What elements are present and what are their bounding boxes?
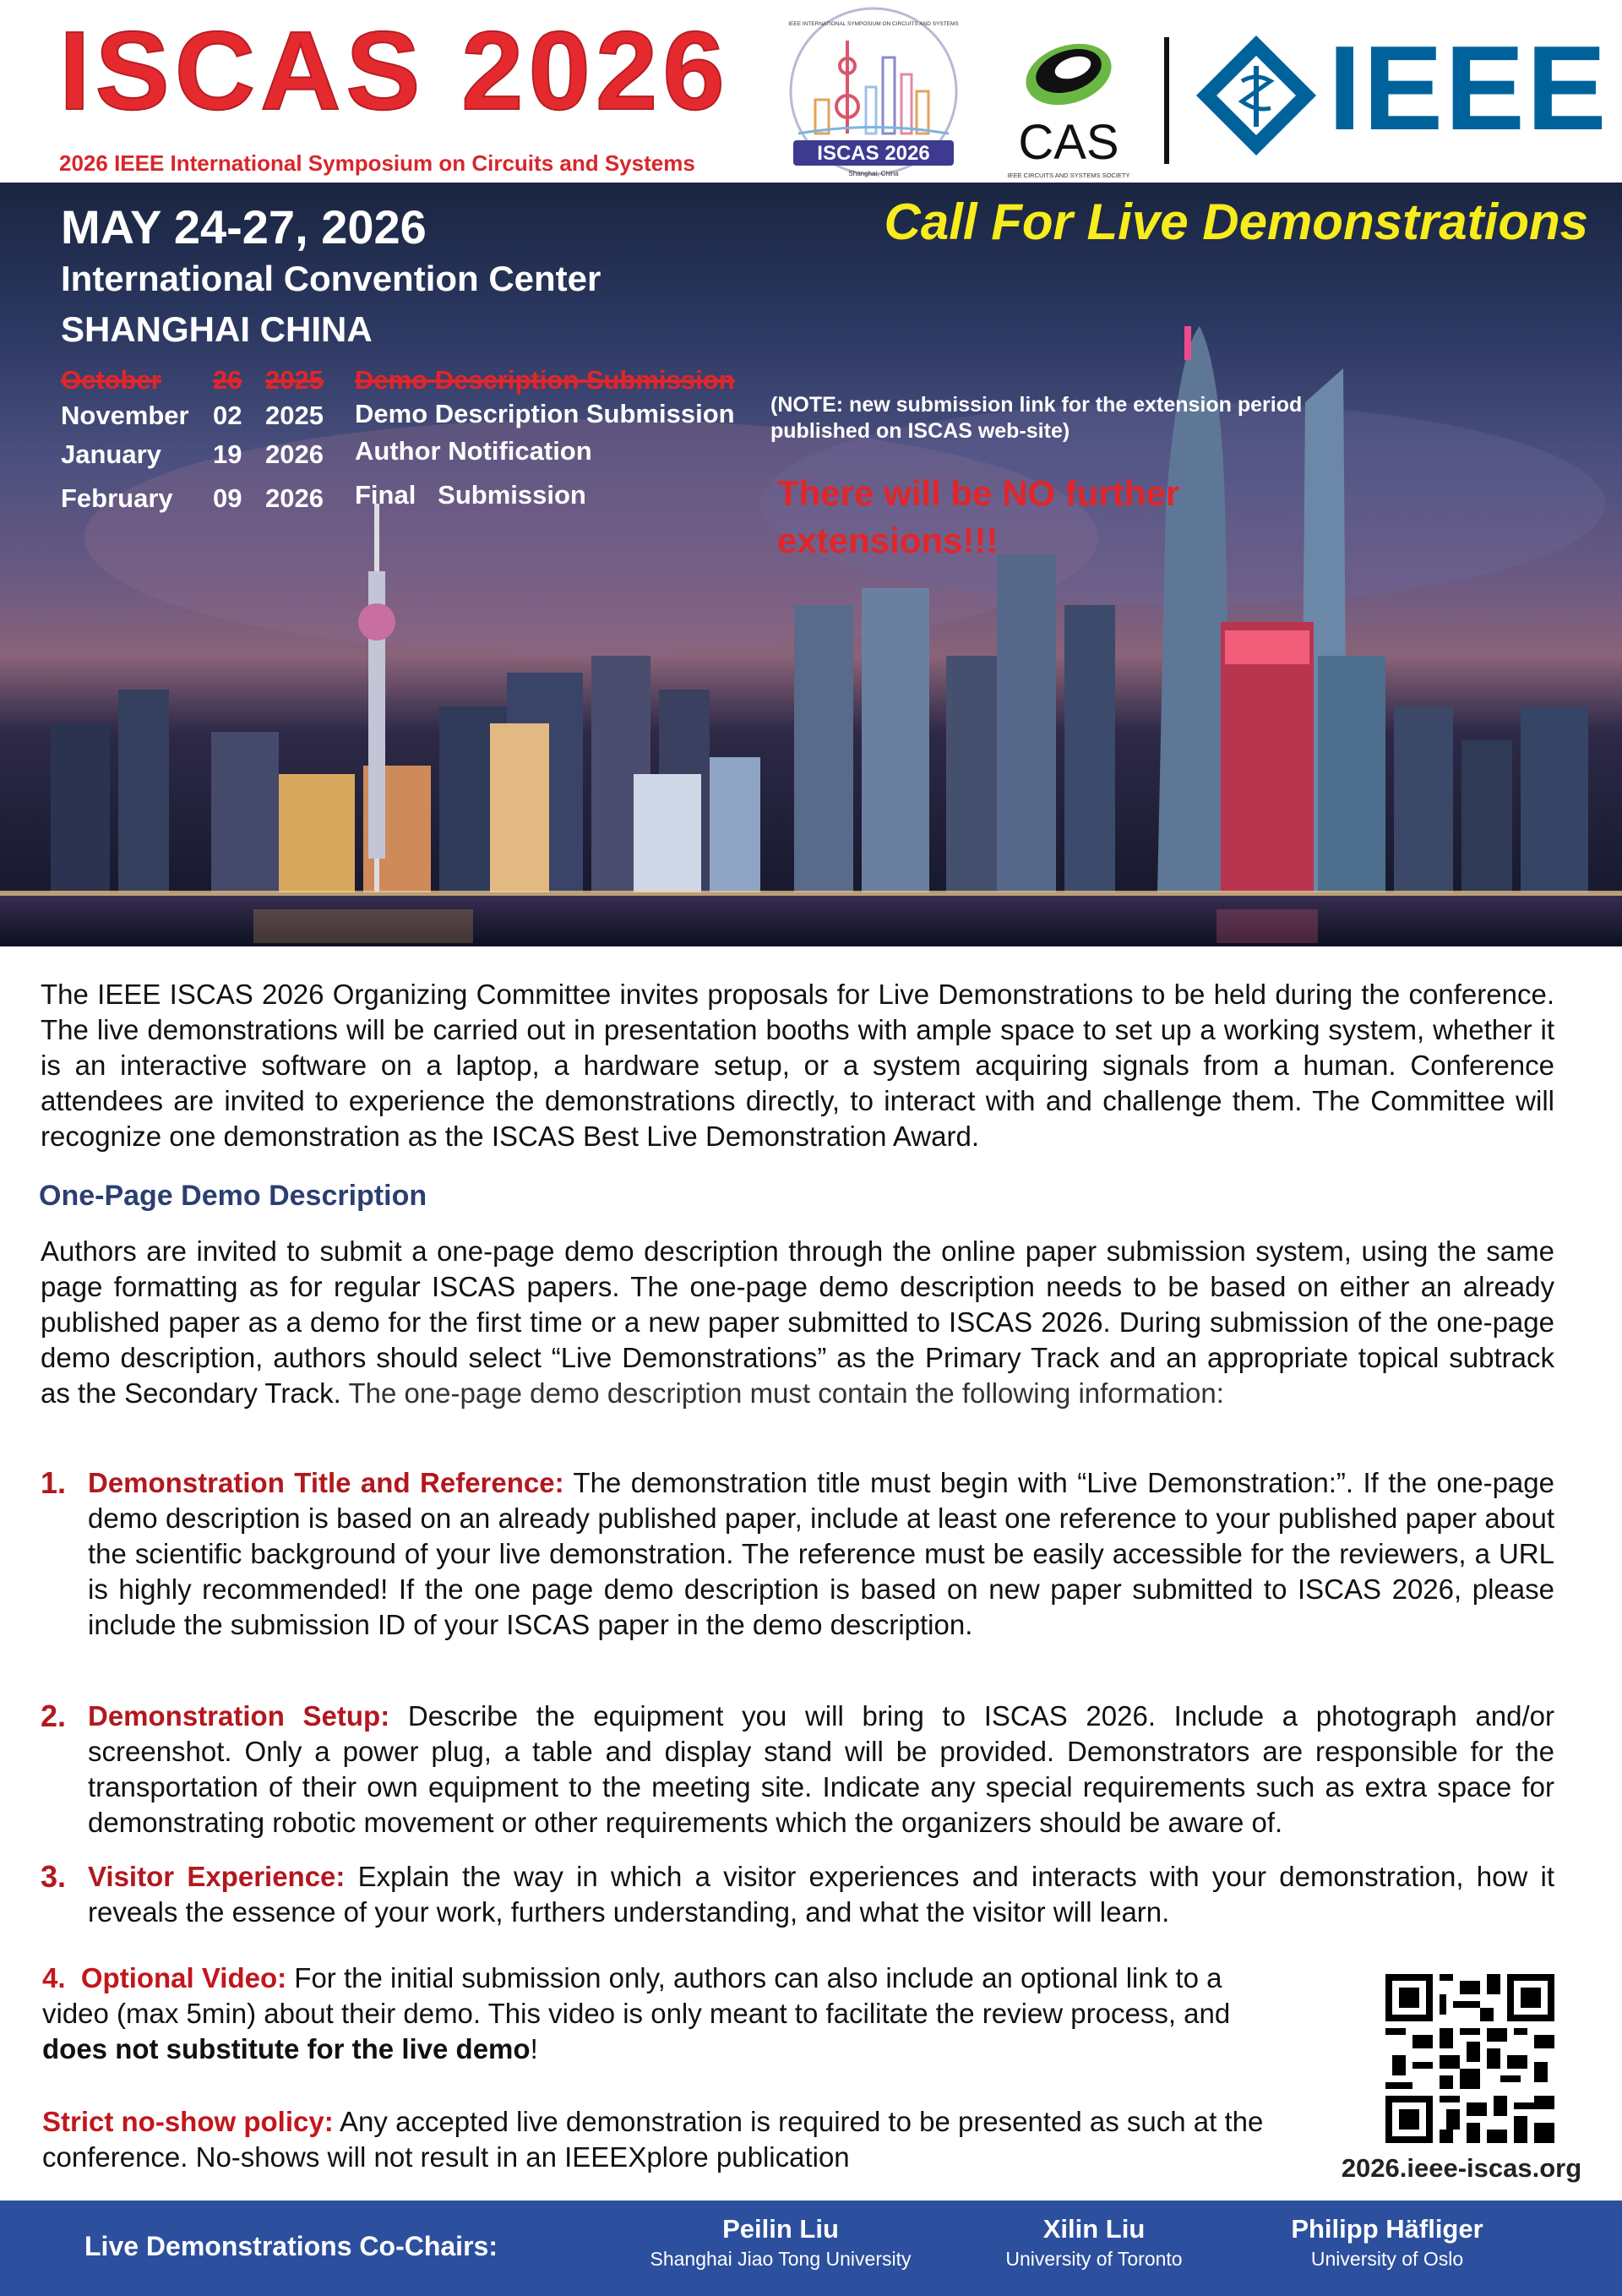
item-number: 2.: [41, 1699, 67, 1733]
deadline-day: 02: [213, 401, 242, 430]
deadline-label: Final Submission: [355, 480, 586, 510]
list-item: [41, 1465, 1554, 1643]
qr-code-icon[interactable]: [1385, 1974, 1554, 2143]
section-title: One-Page Demo Description: [39, 1180, 427, 1212]
ieee-logo-text: IEEE: [1328, 21, 1608, 155]
item-text: Explain the way in which a visitor experiences and interacts with your demonstration, how it reveals the essence of your work, furthers understanding, and what the visitor will learn.: [88, 1861, 1555, 1928]
cochair-name: Peilin Liu: [722, 2214, 839, 2244]
deadline-label: Demo Description Submission: [355, 365, 735, 395]
item-label: Demonstration Title and Reference:: [88, 1467, 564, 1498]
cochair-affiliation: University of Oslo: [1310, 2248, 1464, 2270]
website-url[interactable]: 2026.ieee-iscas.org: [1341, 2153, 1582, 2183]
item-number: 1.: [41, 1465, 67, 1500]
item-text: Describe the equipment you will bring to ISCAS 2026. Include a photograph and/or screenshot. Only a power plug, a table and display stand will be provided. Demonstrators are responsible for the transportation of their own equipment to the meeting site. Indicate any special requirements such as extra space for demonstrating robotic movement or other requirements which the organizers should be aware of.: [88, 1700, 1555, 1838]
call-title: Call For Live Demonstrations: [884, 194, 1588, 250]
cochairs-label: Live Demonstrations Co-Chairs:: [84, 2231, 498, 2261]
cochair-name: Xilin Liu: [1042, 2214, 1146, 2244]
event-date: MAY 24-27, 2026: [61, 200, 427, 254]
iscas-emblem-icon: [781, 7, 966, 179]
cas-logo-text: CAS: [1018, 115, 1119, 170]
event-venue: International Convention Center: [61, 259, 601, 298]
deadline-year: 2026: [265, 439, 324, 469]
cochair-name: Philipp Häfliger: [1291, 2214, 1483, 2244]
extension-note: (NOTE: new submission link for the extension period published on ISCAS web-site): [770, 393, 1303, 443]
deadline-year: 2025: [265, 365, 324, 395]
deadline-month: October: [61, 365, 161, 395]
header: [0, 0, 1622, 183]
no-show-label: Strict no-show policy:: [42, 2106, 334, 2137]
item-number: 3.: [41, 1859, 67, 1894]
deadline-year: 2026: [265, 483, 324, 513]
emblem-location: Shanghai, China: [848, 170, 899, 177]
footer: [0, 2201, 1622, 2296]
item-label: Demonstration Setup:: [88, 1700, 390, 1732]
cochair-affiliation: University of Toronto: [1005, 2248, 1183, 2270]
optional-video-text: For the initial submission only, authors can also include an optional link to a video (max 5min) about their demo. This video is only meant to facilitate the review process, and: [42, 1962, 1231, 2029]
optional-video-emphasis: does not substitute for the live demo: [42, 2033, 531, 2064]
section-paragraph: [41, 1234, 1554, 1411]
no-extension-warning: There will be NO further extensions!!!: [777, 473, 1180, 560]
symposium-subtitle: 2026 IEEE International Symposium on Circuits and Systems: [59, 150, 695, 176]
event-city: SHANGHAI CHINA: [61, 309, 373, 349]
section-body: Authors are invited to submit a one-page demo description through the online paper submission system, using the same page formatting as for regular ISCAS papers. The one-page demo description needs to be based on either an already published paper as a demo for the first time or a new paper submitted to ISCAS 2026. During submission of the one-page demo description, authors should select “Live Demonstrations” as the Primary Track and an appropriate topical subtrack as the Secondary Track.: [41, 1235, 1554, 1409]
optional-video-paragraph: [42, 1961, 1276, 2067]
deadline-day: 19: [213, 439, 242, 469]
deadline-day: 09: [213, 483, 242, 513]
emblem-badge: ISCAS 2026: [817, 142, 930, 165]
deadline-month: February: [61, 483, 173, 513]
emblem-top-text: IEEE INTERNATIONAL SYMPOSIUM ON CIRCUITS AND SYSTEMS: [788, 21, 959, 27]
list-item: [41, 1699, 1554, 1841]
deadline-month: November: [61, 401, 189, 430]
section-body-tail: The one-page demo description must contain the following information:: [348, 1377, 1224, 1409]
deadline-day: 26: [213, 365, 242, 395]
cochair-affiliation: Shanghai Jiao Tong University: [650, 2248, 912, 2270]
ieee-diamond-icon: [1193, 32, 1320, 159]
optional-video-end: !: [530, 2033, 538, 2064]
no-show-paragraph: [42, 2104, 1276, 2175]
cas-caption: IEEE CIRCUITS AND SYSTEMS SOCIETY: [1007, 172, 1130, 179]
header-divider: [1164, 37, 1169, 164]
list-item: [41, 1859, 1554, 1930]
cas-logo-icon: [997, 32, 1140, 183]
item-text: The demonstration title must begin with “Live Demonstration:”. If the one-page demo description is based on an already published paper, include at least one reference to your published paper about the scientific background of your live demonstration. The reference must be easily accessible for the reviewers, a URL is highly recommended! If the one page demo description is based on new paper submitted to ISCAS 2026, please include the submission ID of your ISCAS paper in the demo description.: [88, 1467, 1554, 1640]
optional-video-number: 4.: [42, 1962, 66, 1993]
no-show-text: Any accepted live demonstration is required to be presented as such at the conference. No-shows will not result in an IEEEXplore publication: [42, 2106, 1264, 2173]
cochair: [603, 2214, 958, 2271]
cochair: [1210, 2214, 1565, 2271]
iscas-logo-text: ISCAS 2026: [59, 8, 730, 133]
deadline-year: 2025: [265, 401, 324, 430]
intro-paragraph: The IEEE ISCAS 2026 Organizing Committee invites proposals for Live Demonstrations to be held during the conference. The live demonstrations will be carried out in presentation booths with ample space to set up a working system, whether it is an interactive software on a laptop, a hardware setup, or a system acquiring signals from a human. Conference attendees are invited to experience the demonstrations directly, to interact with and challenge them. The Committee will recognize one demonstration as the ISCAS Best Live Demonstration Award.: [41, 979, 1554, 1152]
item-label: Visitor Experience:: [88, 1861, 346, 1892]
deadline-month: January: [61, 439, 161, 469]
deadline-label: Author Notification: [355, 436, 592, 466]
optional-video-label: Optional Video:: [80, 1962, 287, 1993]
deadline-label: Demo Description Submission: [355, 399, 735, 428]
